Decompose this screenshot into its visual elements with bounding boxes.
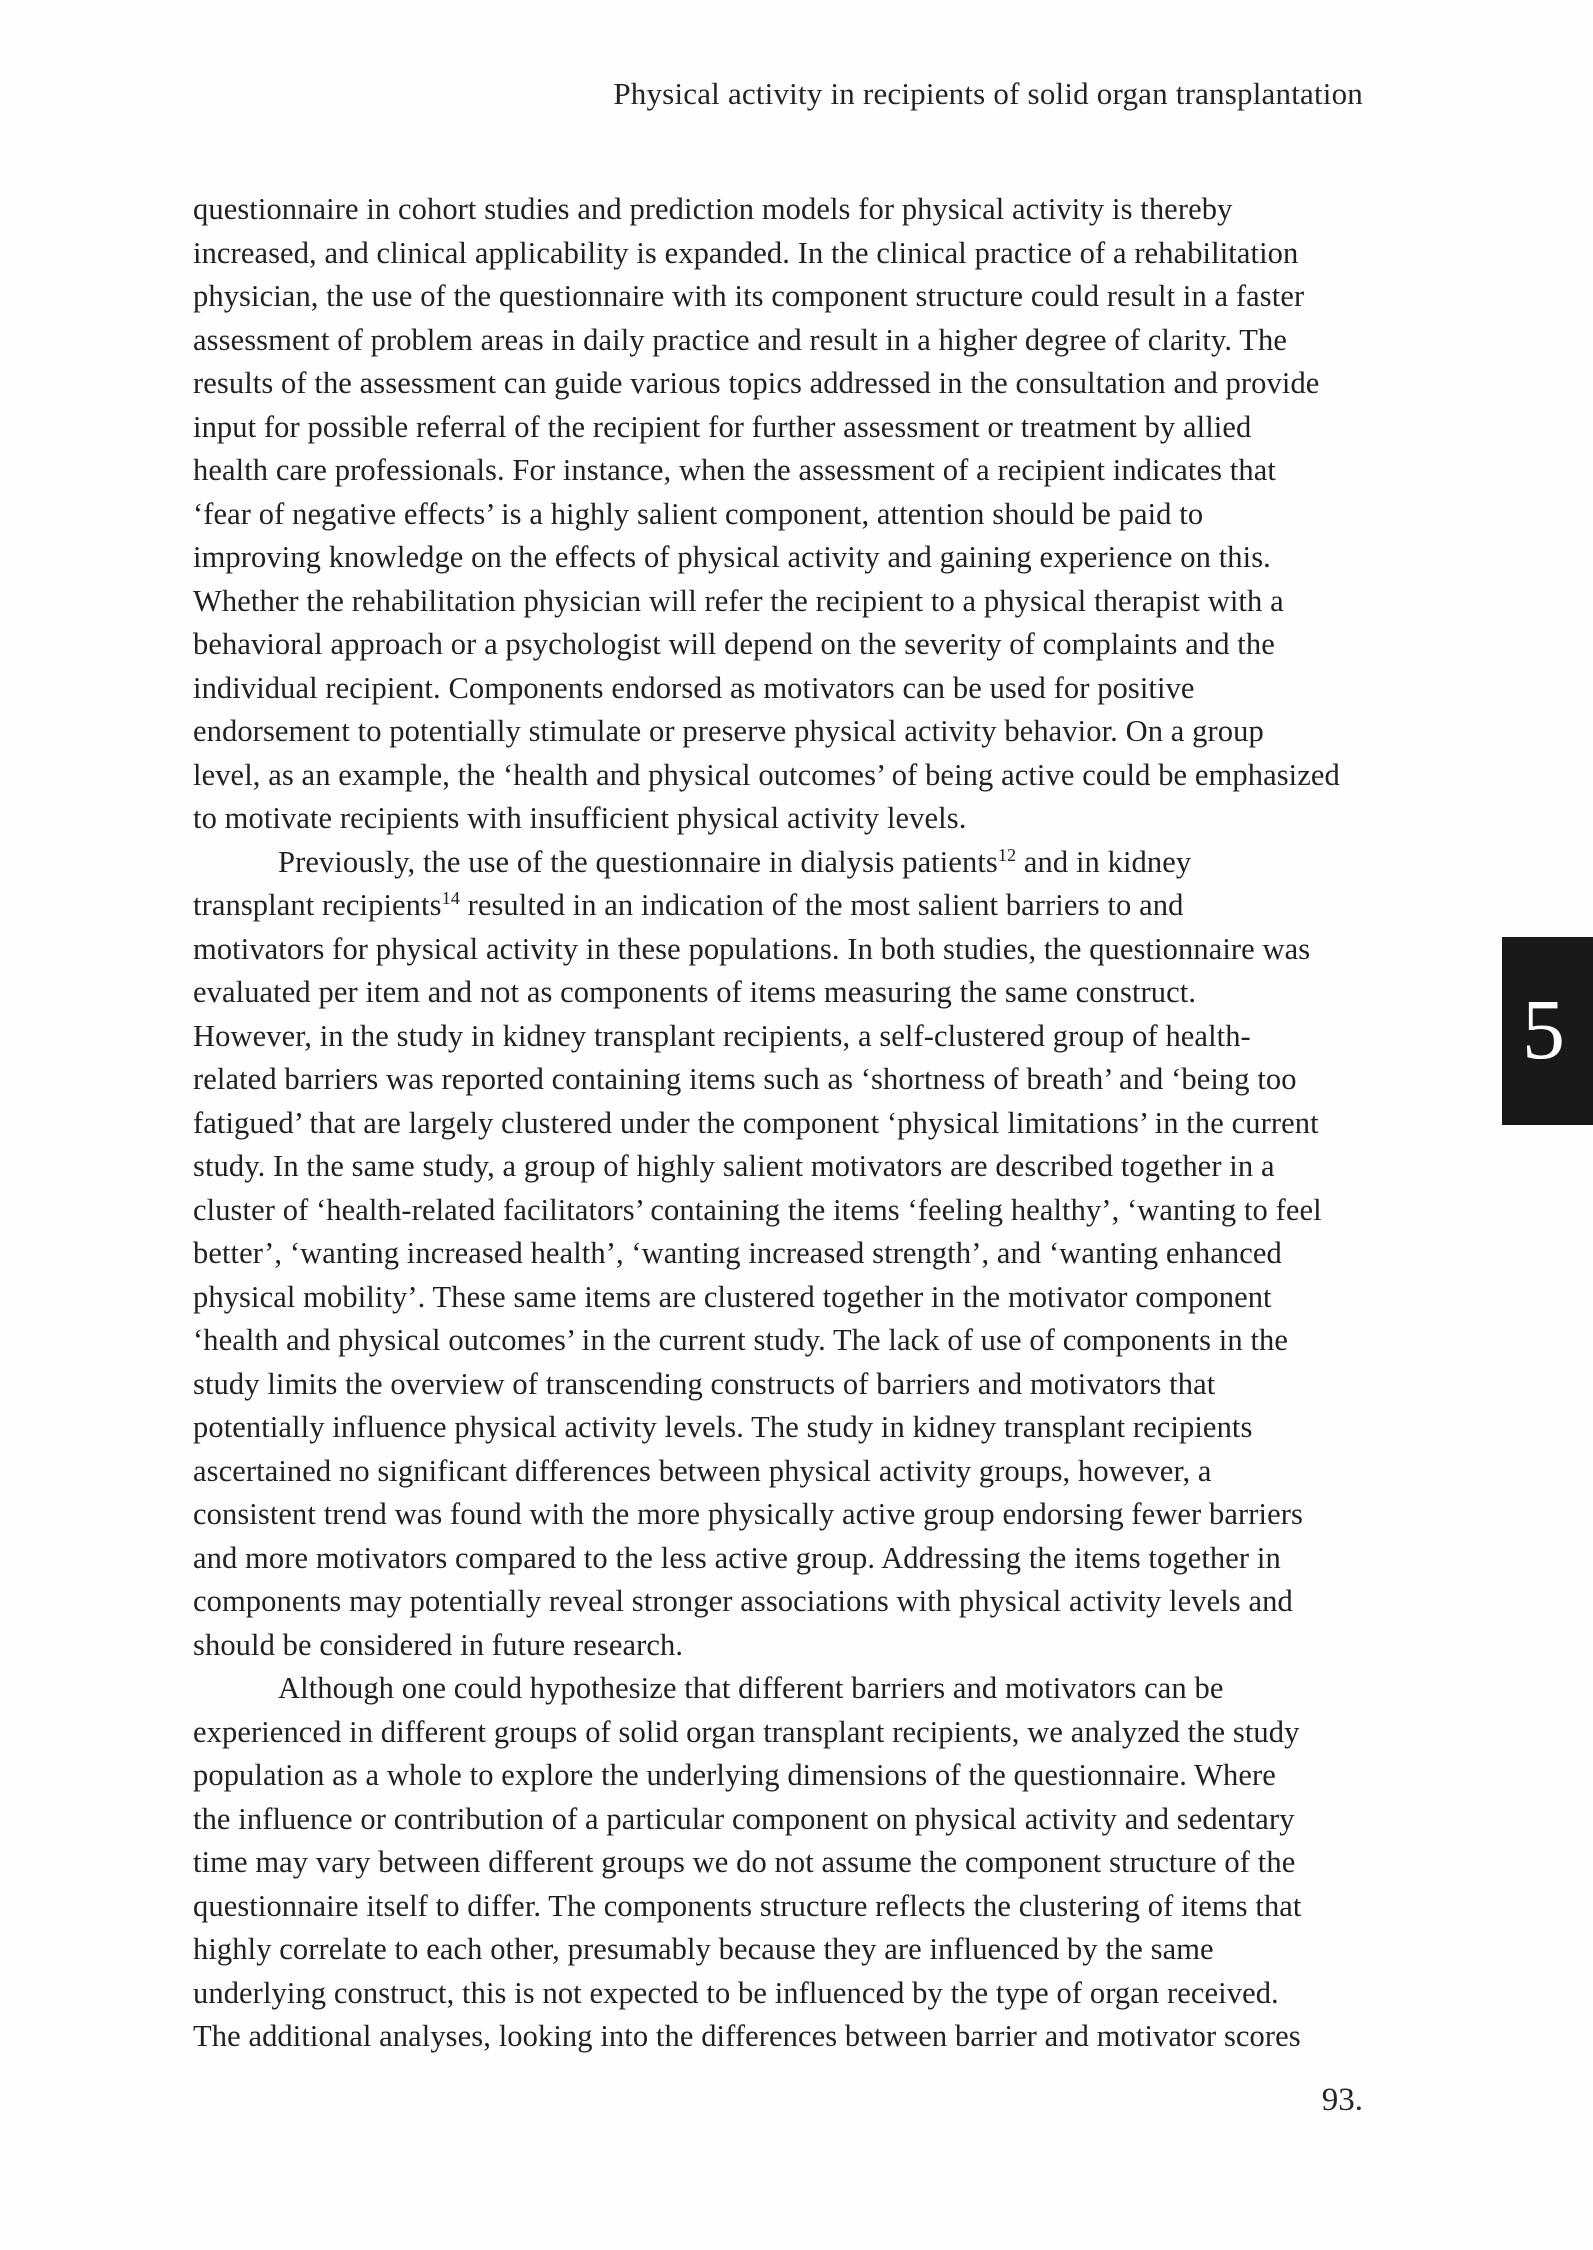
text-line: population as a whole to explore the underlying dimensions of the questionnaire. Where bbox=[193, 1758, 1276, 1792]
reference-superscript: 14 bbox=[441, 887, 460, 908]
text-line: health care professionals. For instance, when the assessment of a recipient indicates that bbox=[193, 453, 1276, 487]
text-line: physician, the use of the questionnaire with its component structure could result in a faster bbox=[193, 279, 1305, 313]
text-line: cluster of ‘health-related facilitators’ containing the items ‘feeling healthy’, ‘wanting to feel bbox=[193, 1192, 1322, 1227]
text-line: components may potentially reveal stronger associations with physical activity levels and bbox=[193, 1584, 1293, 1618]
text-line: assessment of problem areas in daily practice and result in a higher degree of clarity. The bbox=[193, 322, 1287, 357]
text-line: endorsement to potentially stimulate or preserve physical activity behavior. On a group bbox=[193, 714, 1264, 748]
text-line: increased, and clinical applicability is expanded. In the clinical practice of a rehabilitation bbox=[193, 235, 1299, 270]
text-line: and more motivators compared to the less active group. Addressing the items together in bbox=[193, 1540, 1281, 1575]
text-line: should be considered in future research. bbox=[193, 1627, 684, 1662]
text-line: questionnaire itself to differ. The components structure reflects the clustering of items that bbox=[193, 1888, 1302, 1923]
text-line: Whether the rehabilitation physician will refer the recipient to a physical therapist with a bbox=[193, 583, 1284, 618]
text-line: individual recipient. Components endorsed as motivators can be used for positive bbox=[193, 670, 1195, 705]
text-line: study. In the same study, a group of highly salient motivators are described together in a bbox=[193, 1149, 1275, 1183]
text-line: motivators for physical activity in these populations. In both studies, the questionnaire was bbox=[193, 931, 1311, 966]
text-line: The additional analyses, looking into the differences between barrier and motivator scores bbox=[193, 2019, 1301, 2053]
text-line: ‘health and physical outcomes’ in the current study. The lack of use of components in the bbox=[193, 1323, 1289, 1357]
text-line: experienced in different groups of solid organ transplant recipients, we analyzed the study bbox=[193, 1714, 1300, 1749]
text-line: level, as an example, the ‘health and physical outcomes’ of being active could be emphasized bbox=[193, 757, 1340, 792]
text-line: input for possible referral of the recipient for further assessment or treatment by allied bbox=[193, 409, 1252, 444]
text-line: study limits the overview of transcending constructs of barriers and motivators that bbox=[193, 1366, 1216, 1401]
text-line: questionnaire in cohort studies and prediction models for physical activity is thereby bbox=[193, 192, 1233, 226]
body-text bbox=[193, 188, 1363, 2059]
chapter-number: 5 bbox=[1522, 981, 1565, 1077]
text-line: fatigued’ that are largely clustered under the component ‘physical limitations’ in the current bbox=[193, 1105, 1319, 1140]
text-line: ascertained no significant differences between physical activity groups, however, a bbox=[193, 1453, 1212, 1488]
reference-superscript: 12 bbox=[997, 844, 1017, 865]
text-line: time may vary between different groups we do not assume the component structure of the bbox=[193, 1845, 1296, 1879]
text-line: Although one could hypothesize that different barriers and motivators can be bbox=[278, 1671, 1224, 1705]
text-line: highly correlate to each other, presumably because they are influenced by the same bbox=[193, 1932, 1214, 1966]
text-line: evaluated per item and not as components of items measuring the same construct. bbox=[193, 975, 1197, 1009]
page-number: 93. bbox=[1321, 2082, 1363, 2118]
text-line: Previously, the use of the questionnaire in dialysis patients$^{12}$ and in kidney bbox=[278, 844, 1192, 879]
text-line: ‘fear of negative effects’ is a highly salient component, attention should be paid to bbox=[193, 496, 1204, 531]
text-line: consistent trend was found with the more physically active group endorsing fewer barriers bbox=[193, 1497, 1303, 1531]
text-line: potentially influence physical activity levels. The study in kidney transplant recipients bbox=[193, 1410, 1253, 1444]
text-line: improving knowledge on the effects of physical activity and gaining experience on this. bbox=[193, 540, 1271, 574]
text-line: underlying construct, this is not expected to be influenced by the type of organ received. bbox=[193, 1975, 1279, 2010]
text-line: behavioral approach or a psychologist will depend on the severity of complaints and the bbox=[193, 627, 1275, 661]
chapter-tab bbox=[1502, 937, 1593, 1125]
text-line: results of the assessment can guide various topics addressed in the consultation and provide bbox=[193, 366, 1320, 400]
text-line: better’, ‘wanting increased health’, ‘wanting increased strength’, and ‘wanting enhanced bbox=[193, 1236, 1282, 1270]
text-line: the influence or contribution of a particular component on physical activity and sedentary bbox=[193, 1801, 1295, 1836]
text-line: related barriers was reported containing items such as ‘shortness of breath’ and ‘being too bbox=[193, 1062, 1297, 1096]
running-header: Physical activity in recipients of solid organ transplantation bbox=[613, 76, 1363, 111]
text-line: However, in the study in kidney transplant recipients, a self-clustered group of health- bbox=[193, 1018, 1251, 1053]
text-line: physical mobility’. These same items are clustered together in the motivator component bbox=[193, 1279, 1272, 1314]
text-line: transplant recipients$^{14}$ resulted in an indication of the most salient barriers to and bbox=[193, 887, 1184, 922]
text-line: to motivate recipients with insufficient physical activity levels. bbox=[193, 801, 967, 835]
